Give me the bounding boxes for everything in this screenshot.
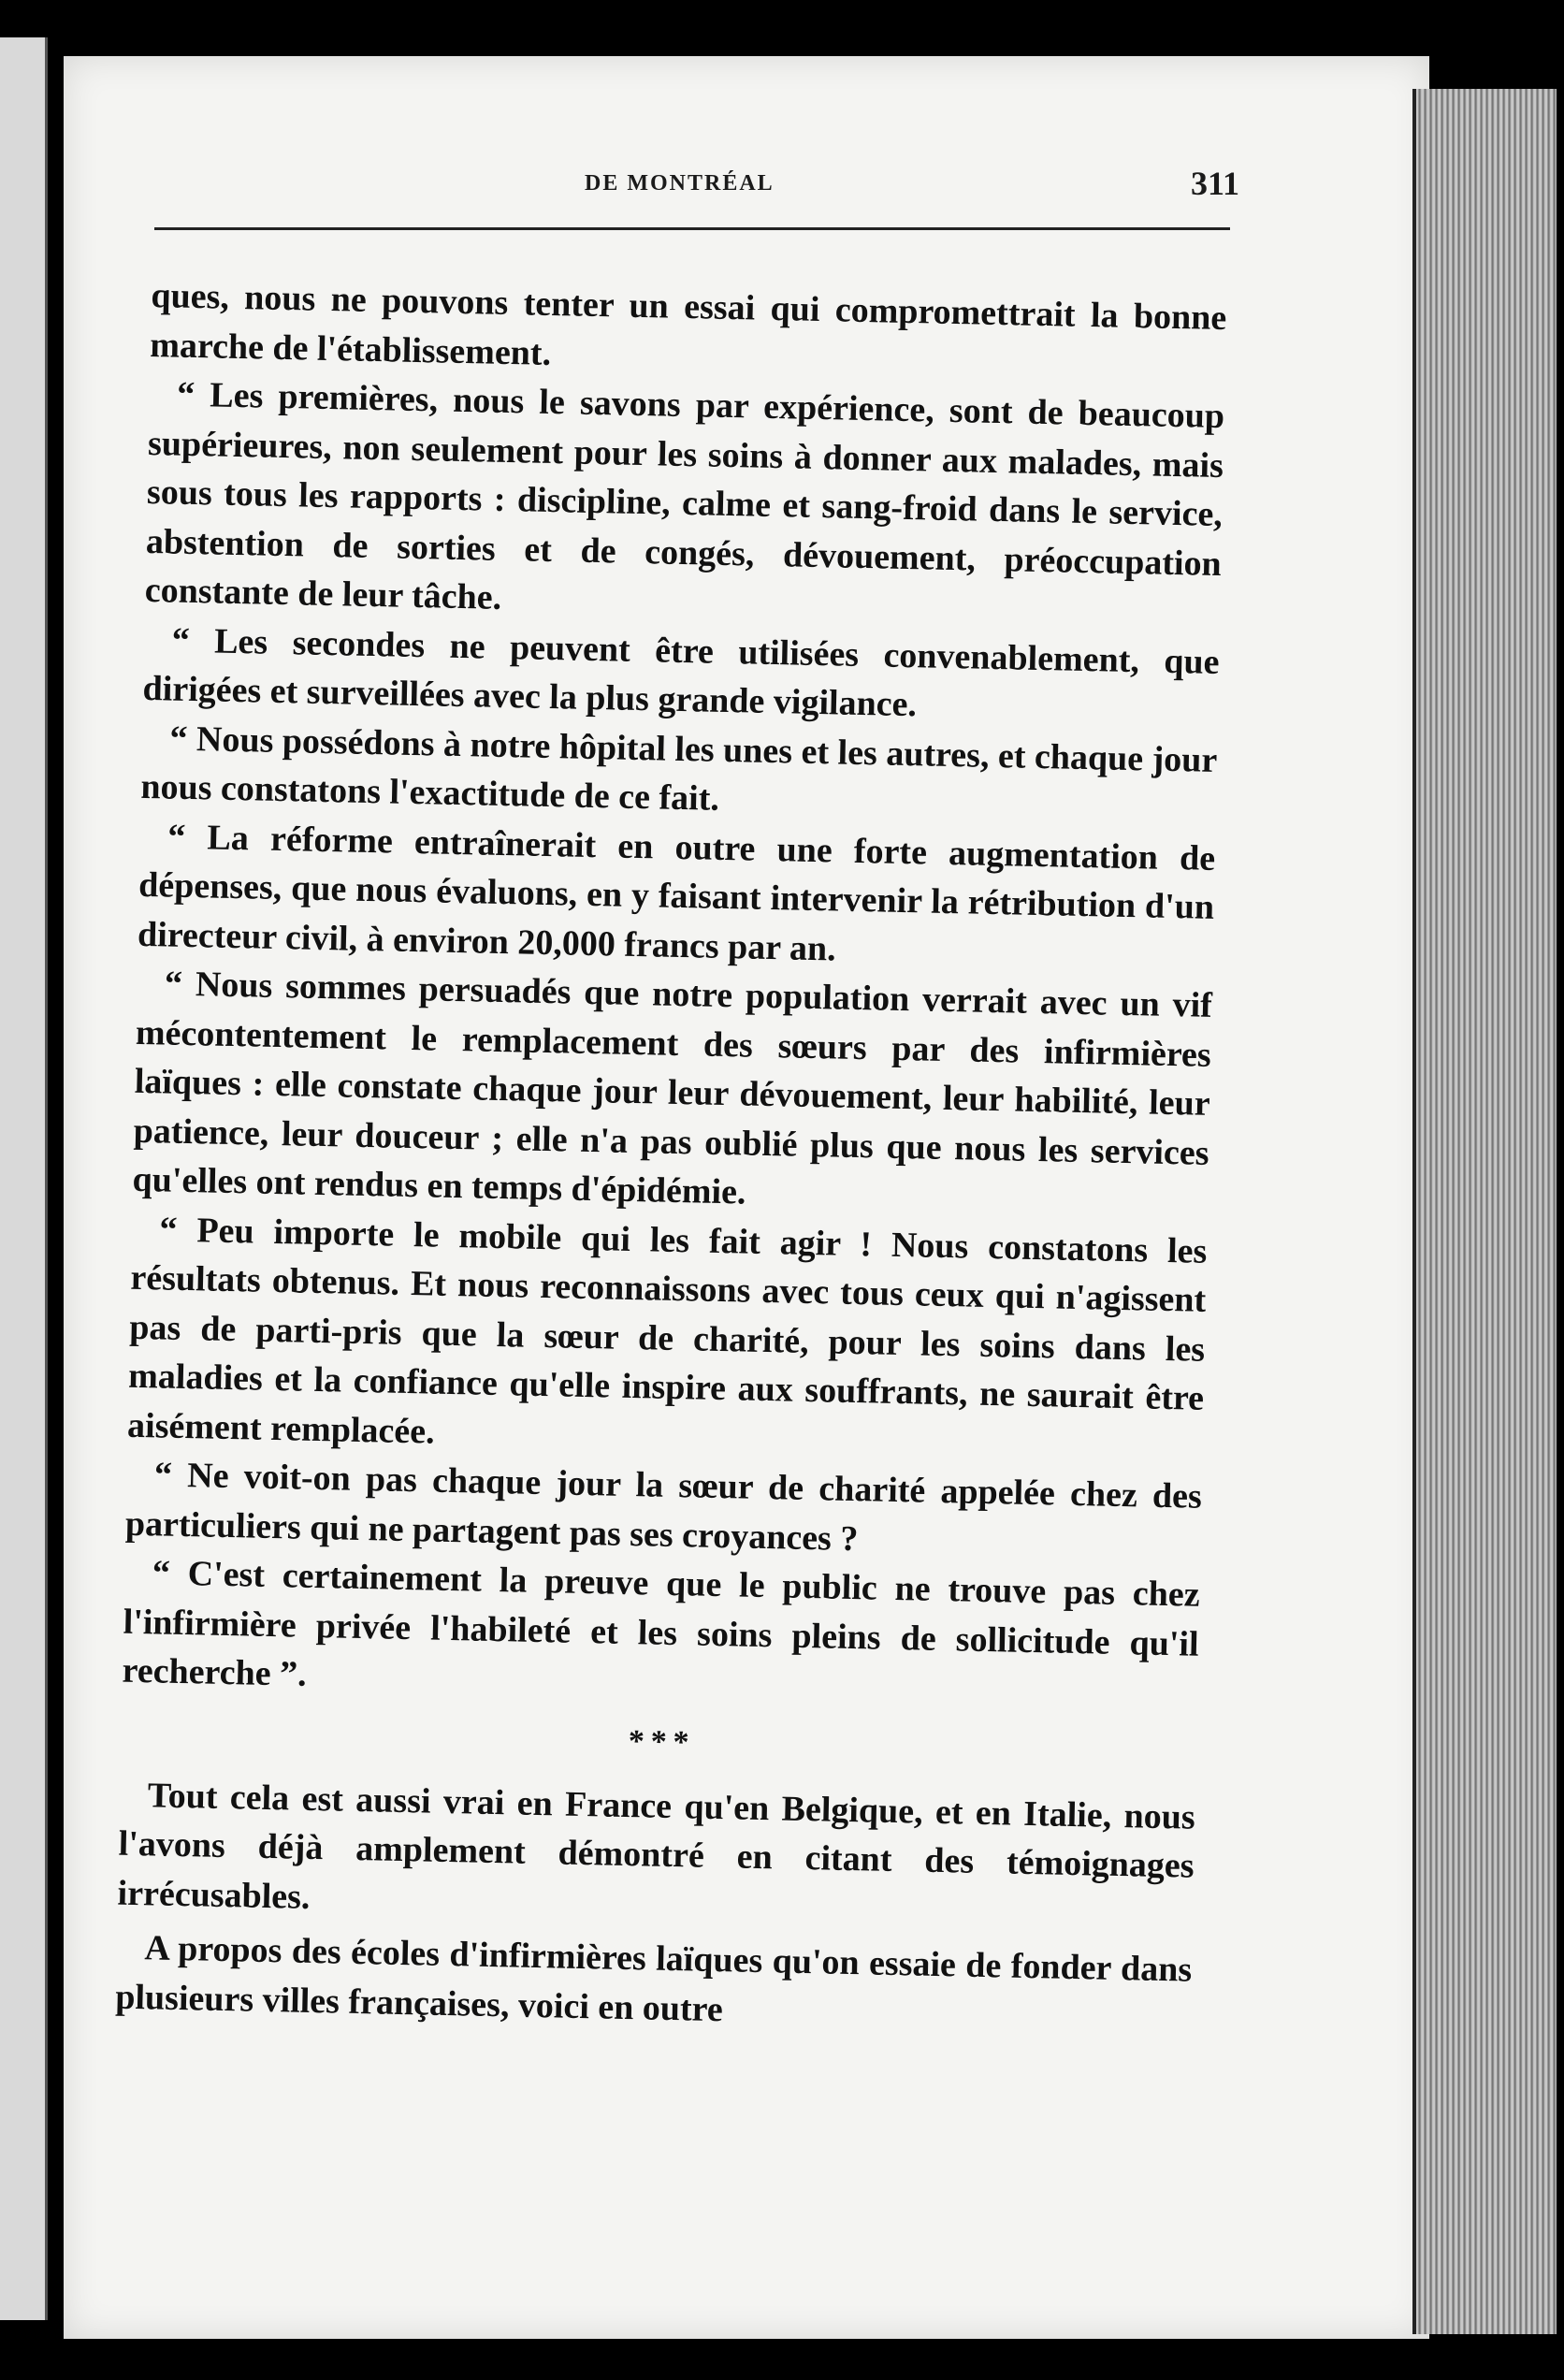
header-rule [154, 227, 1230, 230]
paragraph: “ Ne voit-on pas chaque jour la sœur de charité appelée chez des particuliers qui ne partagent pas ses croyances ? [124, 1455, 1203, 1559]
paragraph: “ Les secondes ne peuvent être utilisées convenablement, que dirigées et surveillées avec la plus grande vigilance. [142, 620, 1220, 725]
paragraph: ques, nous ne pouvons tenter un essai qui compromettrait la bonne marche de l'établissement. [149, 275, 1227, 373]
paragraph: “ La réforme entraînerait en outre une forte augmentation de dépenses, que nous évaluons, en y faisant intervenir la rétribution d'un directeur civil, à environ 20,000 francs par an. [137, 817, 1216, 968]
paragraph: Tout cela est aussi vrai en France qu'en Belgique, et en Italie, nous l'avons déjà amplement démontré en citant des témoignages irrécusables. [117, 1775, 1196, 1917]
previous-page-edge [0, 37, 48, 2320]
asterism-separator: * * * [628, 1723, 689, 1760]
paragraph: “ Nous sommes persuadés que notre population verrait avec un vif mécontentement le remplacement des sœurs par des infirmières laïques : elle constate chaque jour leur dévouement, leur habilité, leur patience, leur douceur ; elle n'a pas oublié plus que nous les services qu'elles ont rendus en temps d'épidémie. [132, 964, 1213, 1212]
page-number: 311 [1190, 165, 1239, 202]
paragraph: “ Peu importe le mobile qui les fait agir ! Nous constatons les résultats obtenus. Et nous reconnaissons avec tous ceux qui n'agissent pas de parti-pris que la sœur de charité, pour les soins dans les maladies et la confiance qu'elle inspire aux souffrants, ne saurait être aisément remplacée. [126, 1209, 1208, 1452]
running-head: DE MONTRÉAL [585, 171, 775, 196]
page-edges [1412, 89, 1557, 2334]
paragraph: “ Nous possédons à notre hôpital les unes et les autres, et chaque jour nous constatons l'exactitude de ce fait. [140, 718, 1218, 819]
body-text [115, 271, 1227, 2044]
paragraph: A propos des écoles d'infirmières laïques qu'on essaie de fonder dans plusieurs villes françaises, voici en outre [114, 1928, 1193, 2029]
paragraph: “ Les premières, nous le savons par expérience, sont de beaucoup supérieures, non seulement pour les soins à donner aux malades, mais sous tous les rapports : discipline, calme et sang-froid dans le service, abstention de sorties et de congés, dévouement, préoccupation constante de leur tâche. [144, 374, 1225, 617]
page-header [154, 164, 1239, 220]
paragraph: “ C'est certainement la preuve que le public ne trouve pas chez l'infirmière privée l'habileté et les soins pleins de sollicitude qu'il recherche ”. [122, 1553, 1201, 1694]
